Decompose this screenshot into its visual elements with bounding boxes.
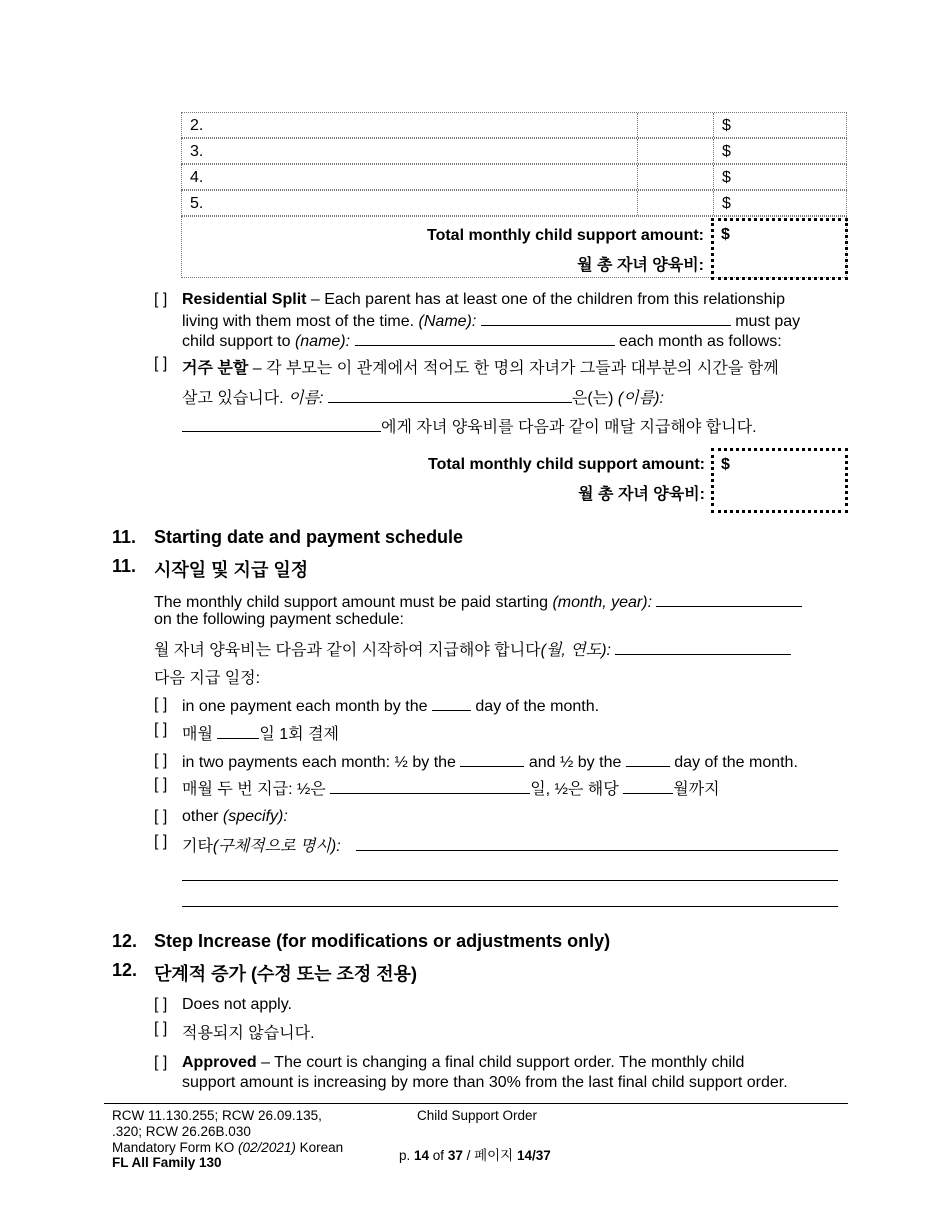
total-dollar: $	[721, 226, 730, 243]
section-11-number: 11.	[112, 527, 137, 547]
text: Mandatory Form KO	[112, 1140, 239, 1155]
payee-name-field[interactable]	[355, 331, 615, 346]
other-specify-field-2[interactable]	[182, 880, 838, 881]
start-date-field-ko[interactable]	[615, 640, 791, 655]
second-half-day-field[interactable]	[626, 752, 670, 767]
name-label: (이름):	[617, 390, 664, 407]
text: day of the month.	[475, 698, 600, 715]
other-specify-field[interactable]	[356, 850, 838, 851]
residential-split-ko-line-2	[182, 385, 664, 408]
other-option	[182, 808, 288, 826]
table-row	[181, 190, 847, 216]
approved-line-1	[182, 1054, 744, 1072]
text: child support to	[182, 333, 295, 350]
does-not-apply-label-ko: 적용되지 않습니다.	[182, 1025, 315, 1042]
total-label-en: Total monthly child support amount:	[426, 227, 704, 244]
form-date: (02/2021)	[238, 1140, 296, 1155]
section-12-number: 12.	[112, 931, 138, 951]
footer-doc-title: Child Support Order	[417, 1108, 538, 1123]
text: 월 자녀 양육비는 다음과 같이 시작하여 지급해야 합니다	[154, 642, 541, 659]
one-payment-day-field[interactable]	[432, 696, 471, 711]
residential-split-checkbox[interactable]: [ ]	[154, 291, 168, 308]
start-date-line	[154, 592, 802, 612]
does-not-apply-label: Does not apply.	[182, 996, 292, 1013]
text: of	[429, 1148, 448, 1163]
total-amount-field[interactable]	[711, 218, 848, 280]
payee-name-field-ko[interactable]	[182, 417, 381, 432]
two-payments-option	[182, 752, 798, 772]
footer-form	[112, 1140, 343, 1155]
payer-name-field-ko[interactable]	[328, 388, 572, 403]
text: day of the month.	[674, 754, 798, 771]
total-label-ko: 월 총 자녀 양육비:	[577, 257, 704, 274]
text: Korean	[295, 1140, 344, 1155]
other-option-ko	[182, 833, 341, 856]
two-payments-ko-checkbox[interactable]: [ ]	[154, 776, 168, 793]
first-half-day-field[interactable]	[460, 752, 524, 767]
footer-form-id: FL All Family 130	[112, 1155, 222, 1170]
section-12-title-ko: 단계적 증가 (수정 또는 조정 전용)	[154, 964, 418, 984]
split-total-amount-field[interactable]	[711, 448, 848, 513]
text: must pay	[735, 313, 801, 330]
section-12-number-ko: 12.	[112, 960, 138, 980]
name-label: (Name):	[418, 313, 477, 330]
page-ko: 14/37	[516, 1148, 551, 1163]
one-payment-option-ko	[182, 721, 339, 744]
row-dollar: $	[722, 143, 731, 160]
other-specify-field-3[interactable]	[182, 906, 838, 907]
approved-title: Approved	[182, 1054, 257, 1071]
residential-split-line-2	[182, 311, 800, 331]
page-num: 14	[414, 1148, 430, 1163]
name-label: (name):	[294, 333, 351, 350]
text: – Each parent has at least one of the children from this relationship	[306, 291, 785, 308]
row-dollar: $	[722, 169, 731, 186]
residential-split-line-1	[182, 291, 785, 309]
specify-label: (specify):	[222, 808, 288, 825]
total-dollar: $	[721, 456, 730, 473]
table-row	[181, 164, 847, 190]
text: in two payments each month: ½ by the	[182, 754, 456, 771]
text: other	[182, 808, 223, 825]
first-half-day-field-ko[interactable]	[330, 779, 530, 794]
section-11-title-ko: 시작일 및 지급 일정	[154, 560, 309, 580]
one-payment-option	[182, 696, 599, 716]
footer-divider	[104, 1103, 848, 1104]
two-payments-option-ko	[182, 776, 720, 799]
does-not-apply-checkbox[interactable]: [ ]	[154, 996, 168, 1013]
residential-split-title-ko: 거주 분할	[182, 360, 249, 377]
split-total-label-en: Total monthly child support amount:	[427, 456, 705, 473]
does-not-apply-ko-checkbox[interactable]: [ ]	[154, 1020, 168, 1037]
payer-name-field[interactable]	[481, 311, 731, 326]
text: 매월 두 번 지급: ½은	[182, 781, 326, 798]
footer-page-number	[399, 1144, 551, 1164]
residential-split-ko-checkbox[interactable]: [ ]	[154, 355, 168, 372]
split-total-label-ko: 월 총 자녀 양육비:	[578, 486, 705, 503]
table-row	[181, 138, 847, 164]
footer-rcw-1: RCW 11.130.255; RCW 26.09.135,	[112, 1108, 322, 1123]
row-dollar: $	[722, 195, 731, 212]
approved-line-2: support amount is increasing by more than 30% from the last final child support order.	[182, 1074, 788, 1091]
row-number: 4.	[190, 169, 204, 186]
footer-rcw-2: .320; RCW 26.26B.030	[112, 1124, 251, 1139]
table-row	[181, 112, 847, 138]
one-payment-day-field-ko[interactable]	[217, 724, 259, 739]
residential-split-title: Residential Split	[182, 291, 307, 308]
text: 일, ½은 해당	[530, 781, 619, 798]
one-payment-checkbox[interactable]: [ ]	[154, 696, 168, 713]
row-dollar: $	[722, 117, 731, 134]
schedule-intro-ko: 다음 지급 일정:	[154, 670, 261, 687]
text: and ½ by the	[528, 754, 622, 771]
second-half-day-field-ko[interactable]	[623, 779, 673, 794]
text: – The court is changing a final child support order. The monthly child	[256, 1054, 745, 1071]
text: 매월	[182, 726, 213, 743]
one-payment-ko-checkbox[interactable]: [ ]	[154, 721, 168, 738]
text: living with them most of the time.	[182, 313, 419, 330]
text: / 페이지	[462, 1148, 517, 1163]
start-date-line-ko	[154, 637, 791, 660]
start-date-field[interactable]	[656, 592, 802, 607]
text: 에게 자녀 양육비를 다음과 같이 매달 지급해야 합니다.	[381, 419, 757, 436]
section-11-number-ko: 11.	[112, 556, 137, 576]
page-total: 37	[447, 1148, 463, 1163]
text: 살고 있습니다.	[182, 390, 289, 407]
schedule-intro: on the following payment schedule:	[154, 611, 404, 628]
text: p.	[399, 1148, 415, 1163]
text: 월까지	[673, 781, 720, 798]
section-11-title: Starting date and payment schedule	[154, 527, 464, 547]
row-number: 5.	[190, 195, 204, 212]
text: 은(는)	[571, 390, 618, 407]
month-year-label: (month, year):	[552, 594, 653, 611]
other-ko-checkbox[interactable]: [ ]	[154, 833, 168, 850]
residential-split-ko-line-1	[182, 355, 779, 378]
residential-split-ko-line-3	[182, 414, 757, 437]
text: each month as follows:	[618, 333, 782, 350]
row-number: 2.	[190, 117, 204, 134]
text: in one payment each month by the	[182, 698, 428, 715]
other-checkbox[interactable]: [ ]	[154, 808, 168, 825]
section-12-title: Step Increase (for modifications or adjustments only)	[154, 931, 611, 951]
text: – 각 부모는 이 관계에서 적어도 한 명의 자녀가 그들과 대부분의 시간을 함께	[248, 360, 779, 377]
text: 일 1회 결제	[259, 726, 339, 743]
residential-split-line-3	[182, 331, 782, 351]
name-label: 이름:	[288, 390, 324, 407]
text: The monthly child support amount must be paid starting	[154, 594, 553, 611]
row-number: 3.	[190, 143, 204, 160]
two-payments-checkbox[interactable]: [ ]	[154, 752, 168, 769]
month-year-label: (월, 연도):	[540, 642, 611, 659]
text: 기타	[182, 838, 213, 855]
specify-label: (구체적으로 명시):	[212, 838, 341, 855]
approved-checkbox[interactable]: [ ]	[154, 1054, 168, 1071]
